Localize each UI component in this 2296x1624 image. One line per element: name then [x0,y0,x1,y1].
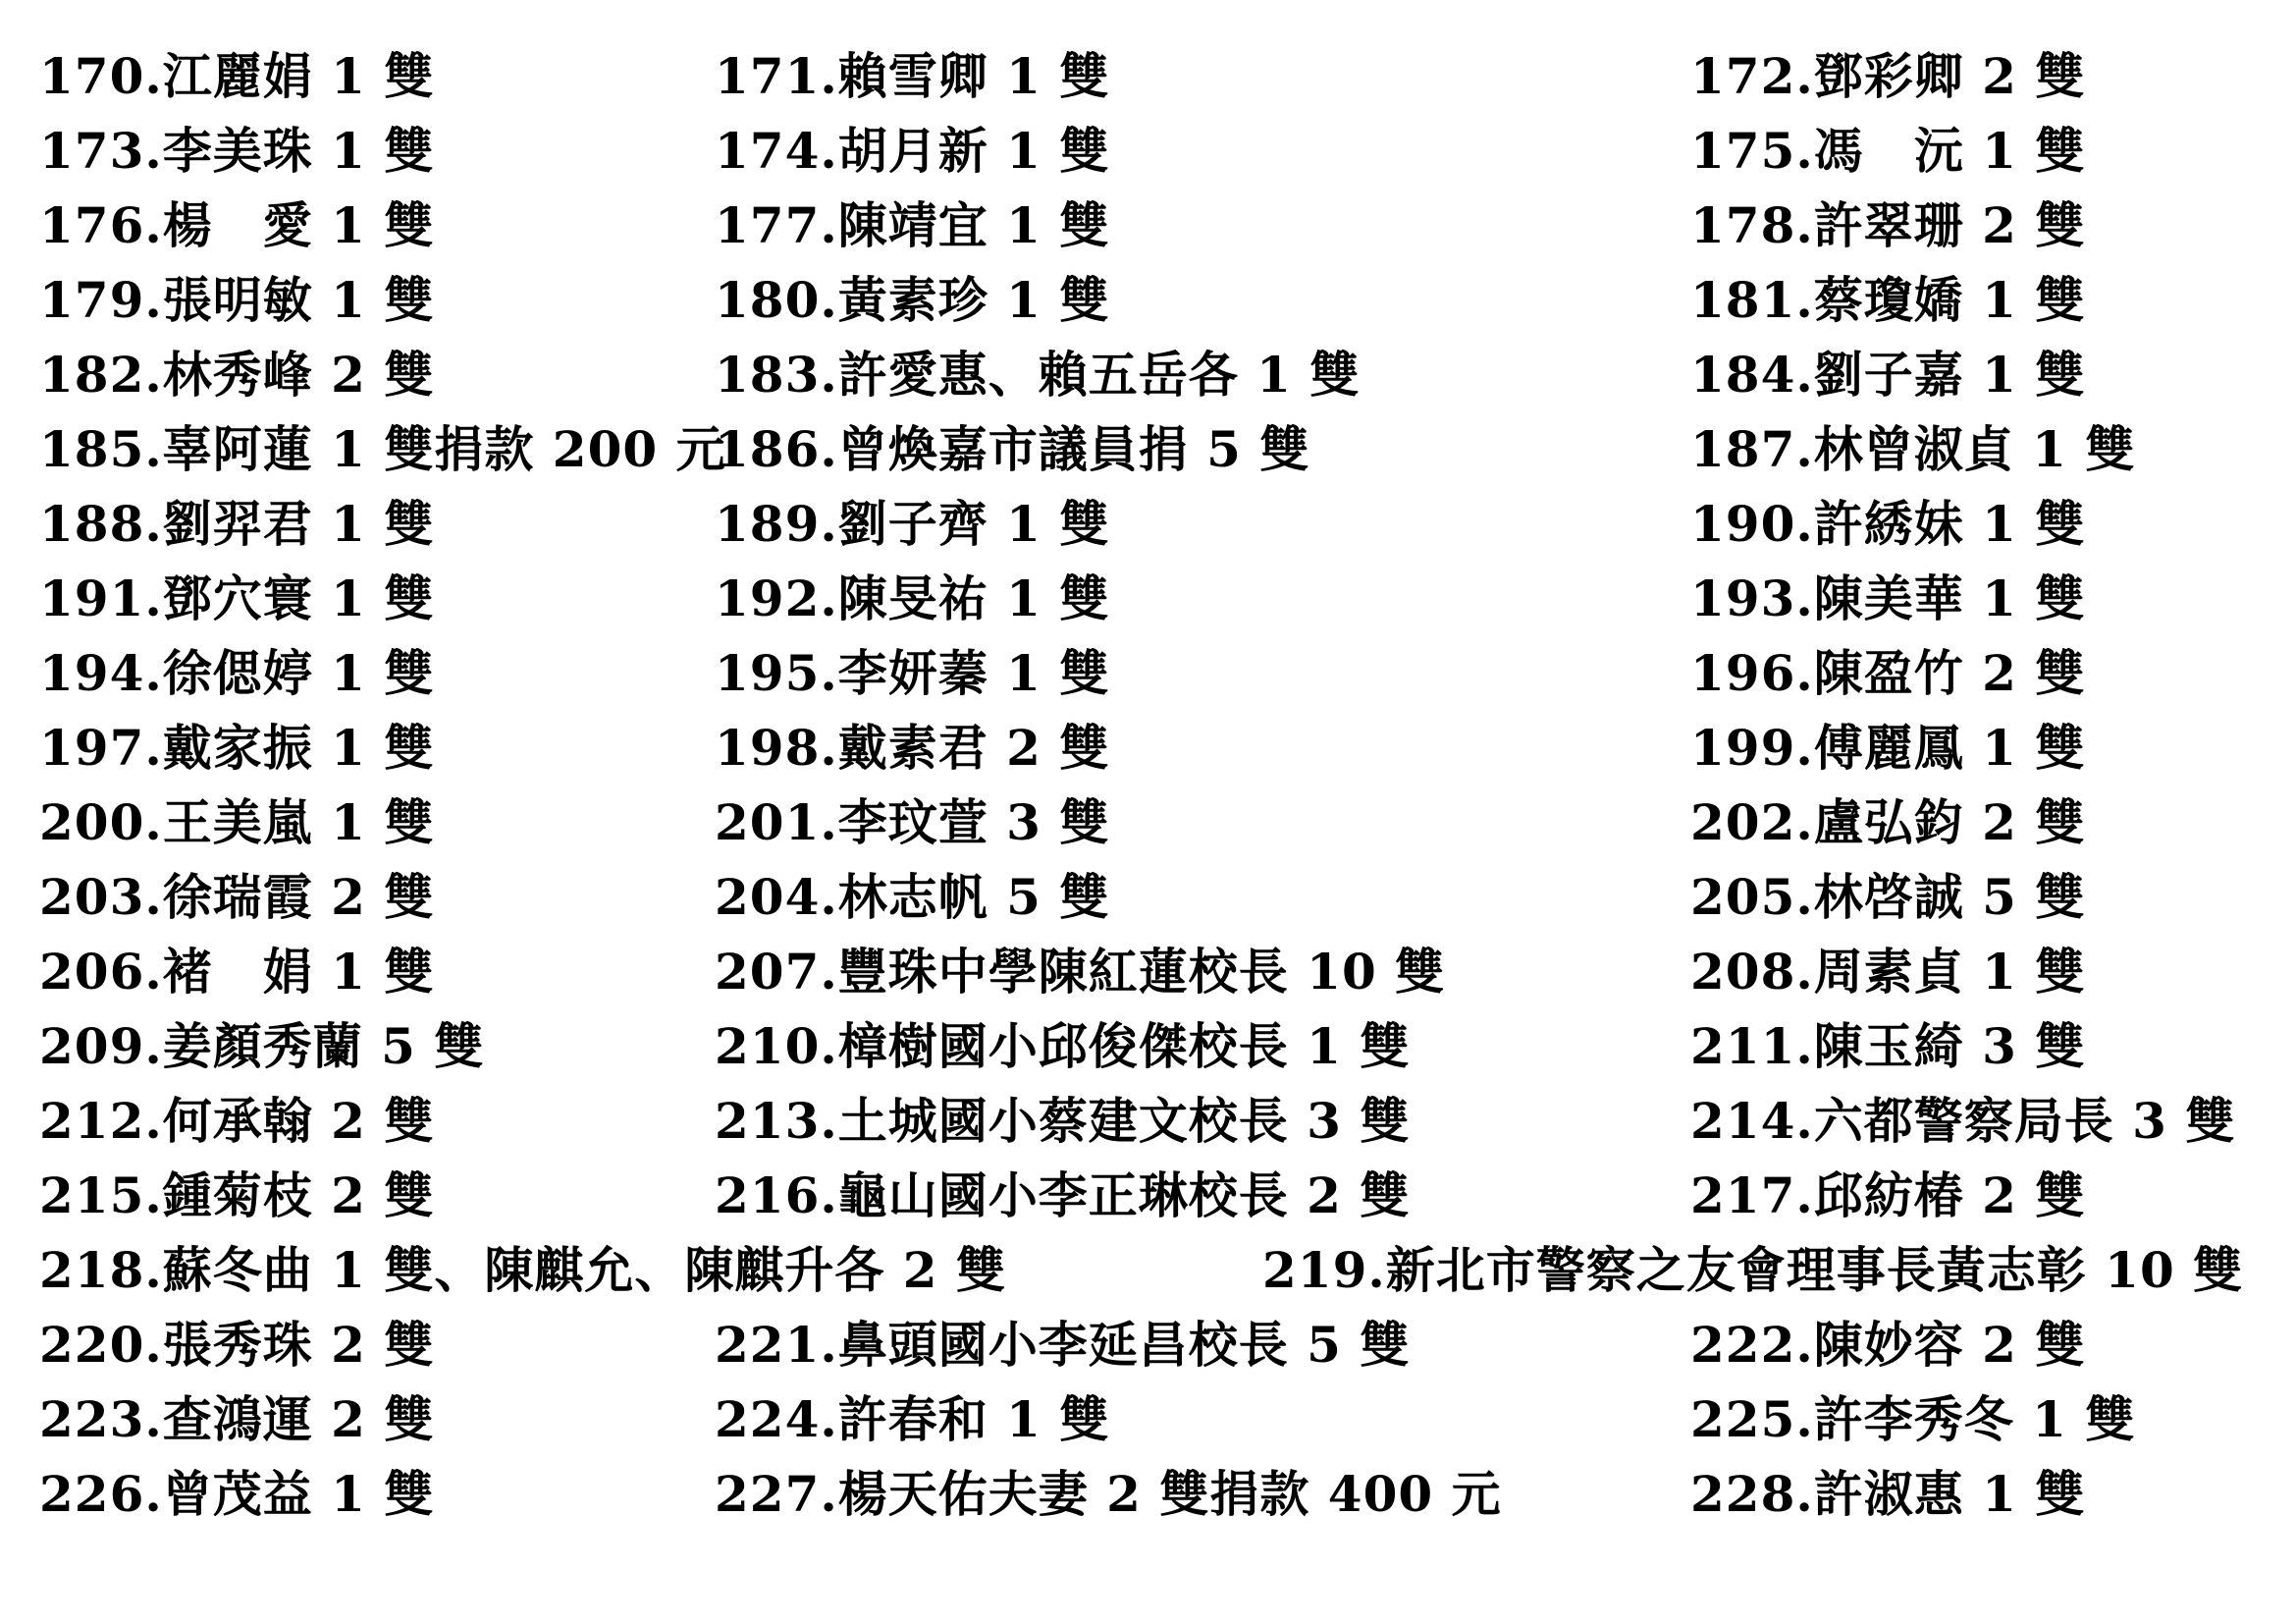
donor-entry: 188.劉羿君 1 雙 [39,495,435,553]
donor-row [0,1159,2296,1233]
donor-row [0,1308,2296,1382]
donor-entry: 212.何承翰 2 雙 [39,1092,435,1150]
donor-entry: 223.查鴻運 2 雙 [39,1390,435,1448]
donor-entry: 210.樟樹國小邱俊傑校長 1 雙 [715,1017,1411,1075]
donor-entry: 209.姜顏秀蘭 5 雙 [39,1017,485,1075]
donor-entry: 197.戴家振 1 雙 [39,719,435,777]
donor-entry: 216.龜山國小李正琳校長 2 雙 [715,1166,1411,1224]
donor-entry: 196.陳盈竹 2 雙 [1690,644,2086,702]
donor-entry: 183.許愛惠、賴五岳各 1 雙 [715,346,1361,404]
donor-entry: 198.戴素君 2 雙 [715,719,1110,777]
donor-entry: 184.劉子嘉 1 雙 [1690,346,2086,404]
donor-entry: 177.陳靖宜 1 雙 [715,196,1110,254]
donor-entry: 199.傅麗鳳 1 雙 [1690,719,2086,777]
donor-entry: 214.六都警察局長 3 雙 [1690,1092,2236,1150]
donor-entry: 200.王美嵐 1 雙 [39,793,435,851]
donor-entry: 217.邱紡椿 2 雙 [1690,1166,2086,1224]
donor-row [0,562,2296,636]
donor-entry: 190.許綉妹 1 雙 [1690,495,2086,553]
donor-entry: 207.豐珠中學陳紅蓮校長 10 雙 [715,943,1446,1001]
donor-entry: 220.張秀珠 2 雙 [39,1316,435,1374]
donor-entry: 228.許淑惠 1 雙 [1690,1465,2086,1523]
donor-entry: 175.馮 沅 1 雙 [1690,122,2086,180]
donor-row [0,1233,2296,1308]
donor-entry: 195.李妍蓁 1 雙 [715,644,1110,702]
donor-entry: 204.林志帆 5 雙 [715,868,1110,926]
donor-entry: 186.曾煥嘉市議員捐 5 雙 [715,420,1310,478]
donor-entry: 187.林曾淑貞 1 雙 [1690,420,2136,478]
donor-row [0,263,2296,338]
donor-entry: 225.許李秀冬 1 雙 [1690,1390,2136,1448]
donor-row [0,487,2296,562]
donor-entry: 219.新北市警察之友會理事長黃志彰 10 雙 [1262,1241,2244,1299]
donor-entry: 194.徐偲婷 1 雙 [39,644,435,702]
donor-entry: 174.胡月新 1 雙 [715,122,1110,180]
donor-row [0,1382,2296,1457]
donor-entry: 201.李玟萱 3 雙 [715,793,1110,851]
donor-entry: 205.林啓誠 5 雙 [1690,868,2086,926]
donor-entry: 172.鄧彩卿 2 雙 [1690,47,2086,105]
donor-row [0,935,2296,1009]
donor-entry: 189.劉子齊 1 雙 [715,495,1110,553]
donor-row [0,338,2296,412]
donor-entry: 213.土城國小蔡建文校長 3 雙 [715,1092,1411,1150]
donor-entry: 218.蘇冬曲 1 雙、陳麒允、陳麒升各 2 雙 [39,1241,1006,1299]
donor-row [0,860,2296,935]
donor-entry: 206.褚 娟 1 雙 [39,943,435,1001]
donor-entry: 181.蔡瓊嬌 1 雙 [1690,271,2086,329]
donor-row [0,1457,2296,1532]
donor-entry: 222.陳妙容 2 雙 [1690,1316,2086,1374]
donor-row [0,711,2296,785]
donor-entry: 176.楊 愛 1 雙 [39,196,435,254]
donor-row [0,114,2296,189]
donor-entry: 226.曾茂益 1 雙 [39,1465,435,1523]
donor-row [0,1084,2296,1159]
donor-entry: 221.鼻頭國小李延昌校長 5 雙 [715,1316,1411,1374]
donor-entry: 208.周素貞 1 雙 [1690,943,2086,1001]
donor-entry: 171.賴雪卿 1 雙 [715,47,1110,105]
donor-entry: 191.鄧穴寰 1 雙 [39,569,435,627]
donor-entry: 179.張明敏 1 雙 [39,271,435,329]
donor-entry: 170.江麗娟 1 雙 [39,47,435,105]
donor-row [0,785,2296,860]
donor-entry: 182.林秀峰 2 雙 [39,346,435,404]
donor-row [0,636,2296,711]
donor-row [0,39,2296,114]
donor-entry: 185.辜阿蓮 1 雙捐款 200 元 [39,420,726,478]
donor-entry: 224.許春和 1 雙 [715,1390,1110,1448]
donor-entry: 227.楊天佑夫妻 2 雙捐款 400 元 [715,1465,1502,1523]
donor-row [0,1009,2296,1084]
donor-row [0,412,2296,487]
donor-entry: 203.徐瑞霞 2 雙 [39,868,435,926]
donor-entry: 192.陳旻祐 1 雙 [715,569,1110,627]
donor-entry: 193.陳美華 1 雙 [1690,569,2086,627]
donor-entry: 178.許翠珊 2 雙 [1690,196,2086,254]
donor-row [0,189,2296,263]
donor-entry: 202.盧弘鈞 2 雙 [1690,793,2086,851]
donor-entry: 173.李美珠 1 雙 [39,122,435,180]
donor-entry: 211.陳玉綺 3 雙 [1690,1017,2086,1075]
donor-entry: 180.黃素珍 1 雙 [715,271,1110,329]
donor-entry: 215.鍾菊枝 2 雙 [39,1166,435,1224]
